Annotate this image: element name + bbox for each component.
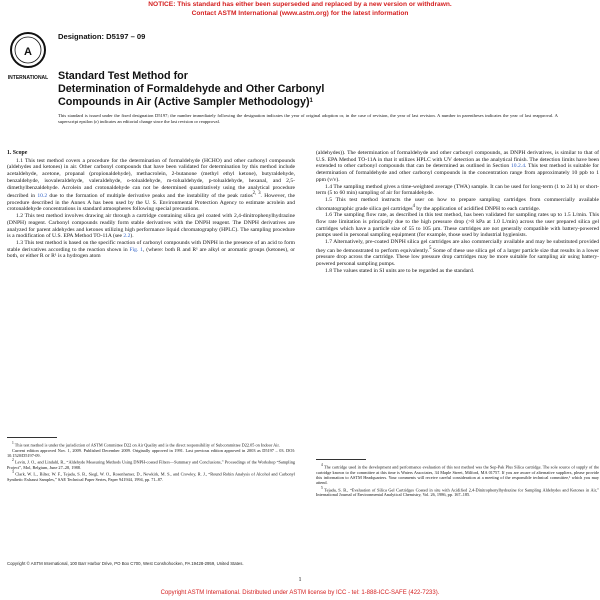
footnote-divider: [7, 437, 57, 438]
designation: Designation: D5197 – 09: [58, 32, 146, 41]
paragraph-1-1-mid: due to the formation of multiple derivative peaks and the instability of the peak ratios: [47, 193, 253, 200]
link-section-10-2[interactable]: 10.2: [37, 193, 48, 200]
right-column: [316, 150, 599, 274]
left-column: [7, 150, 295, 260]
paragraph-1-3-end: , (where: both R and R¹ are alkyl or aromatic groups (ketones), or both, or either R or R¹ is a hydrogen atom: [7, 246, 295, 260]
title-footnote-ref[interactable]: 1: [309, 97, 313, 104]
paragraph-1-4: 1.4 The sampling method gives a time-weighted average (TWA) sample. It can be used for long-term (1 to 24 h) or short-term (5 to 60 min) sampling of air for formaldehyde.: [316, 183, 599, 197]
link-section-10-2-4[interactable]: 10.2.4: [511, 163, 525, 170]
title-line-1: Standard Test Method for: [58, 70, 188, 82]
paragraph-1-6: 1.6 The sampling flow rate, as described in this test method, has been validated for sampling rates up to 1.5 L/min. This flow rate limitation is principally due to the high pressure drop (>8 kPa at 1.0 L/min) across the user prepared silica gel cartridges which have a particle size of 55 to 105 µm. These cartridges are not generally compatible with battery-powered pumps used in personal sampling equipment (for example, those used by industrial hygienists.: [316, 212, 599, 239]
footnote-ref-5[interactable]: 5: [429, 245, 432, 251]
paragraph-1-7-end: Some of these use silica gel of a larger particle size that results in a lower pressure drop across the cartridge. These low pressure drop cartridges may be more suitable for sampling air using battery-powered personal sampling pumps.: [316, 247, 600, 267]
footnotes-left: [7, 437, 295, 482]
footnote-2: [7, 458, 295, 470]
svg-text:A: A: [24, 46, 32, 58]
paragraph-1-5: [316, 197, 599, 212]
footnote-3-text: Clark, W. L., Bilter, W. F., Tejada, S. B., Siegl, W. O., Rosenhamer, D., Newkirk, M. S., and Crowley, R. J., “Round Robin Analysis of Alcohol and Carbonyl Synthetic Exhaust Samples,” SAE Technical Paper Series, Paper 941944, 1994, pp. 71–87.: [7, 471, 295, 483]
paragraph-1-3-cont-text: (aldehydes)). The determination of formaldehyde and other carbonyl compounds, as DNPH derivatives, is similar to that of U.S. EPA Method TO-11A in that it utilizes HPLC with UV detection as the analytical finish. The detection limits have been extended to other carbonyl compounds that can be determined as outlined in Section: [316, 150, 599, 170]
title-line-3-text: Compounds in Air (Active Sampler Methodology): [58, 95, 310, 108]
paragraph-1-7: [316, 239, 599, 268]
paragraph-1-5-end: by the application of acidified DNPH to each cartridge.: [414, 205, 541, 212]
paragraph-1-3-continued: [316, 150, 599, 184]
paragraph-1-7-text: 1.7 Alternatively, pre-coated DNPH silica gel cartridges are also commercially available and may be substituted provided they can be demonstrated to perform equivalently.: [316, 239, 599, 254]
footnote-1: [7, 441, 295, 448]
paragraph-1-2-text: 1.2 This test method involves drawing air through a cartridge containing silica gel coated with 2,4-dinitrophenylhydrazine (DNPH) reagent. Carbonyl compounds readily form stable derivatives with the DNPH reagent. The DNPH derivatives are analyzed for parent aldehydes and ketones utilizing high performance liquid chromatography (HPLC). The sampling procedure is a modification of U.S. EPA Method TO-11A (see: [7, 213, 295, 240]
paragraph-1-2-end: ).: [130, 233, 134, 240]
page-number: 1: [298, 577, 302, 583]
notice-line-2: Contact ASTM International (www.astm.org) for the latest information: [191, 10, 409, 17]
footnote-1-text: This test method is under the jurisdiction of ASTM Committee D22 on Air Quality and is the direct responsibility of Subcommittee D22.05 on Indoor Air.: [13, 442, 280, 448]
footnote-1-marker: 1: [12, 441, 14, 445]
license-line: Copyright ASTM International. Distributed under ASTM license by ICC - tel: 1-888-ICC-SAFE (422-7233).: [160, 590, 440, 596]
standard-note: This standard is issued under the fixed designation D5197; the number immediately following the designation indicates the year of original adoption or, in the case of revision, the year of last revision. A number in parentheses indicates the year of last reapproval. A superscript epsilon (ε) indicates an editorial change since the last revision or reapproval.: [58, 113, 558, 125]
document-title: [58, 70, 528, 108]
footnote-divider: [316, 459, 366, 460]
link-fig-1[interactable]: Fig. 1: [129, 246, 143, 253]
paragraph-1-2: [7, 213, 295, 240]
paragraph-1-3-cont-end: . This test method is suitable for determination of formaldehyde and other carbonyl compounds in the concentration range from approximately 10 ppb to 1 ppm (v/v).: [316, 163, 599, 183]
copyright-line: Copyright © ASTM International, 100 Barr Harbor Drive, PO Box C700, West Conshohocken, PA 19428-2959, United States.: [7, 561, 244, 566]
paragraph-1-3-text: 1.3 This test method is based on the specific reaction of carbonyl compounds with DNPH in the presence of an acid to form stable derivatives according to the reaction shown in: [7, 240, 295, 253]
footnote-4-marker: 4: [321, 463, 323, 467]
title-line-3: [58, 96, 528, 109]
link-section-2-2[interactable]: 2.2: [123, 233, 131, 240]
withdrawn-notice: [0, 0, 600, 18]
footnote-5-marker: 5: [321, 485, 323, 490]
paragraph-1-1-text: 1.1 This test method covers a procedure for the determination of formaldehyde (HCHO) and other carbonyl compounds (aldehydes and ketones) in air. Other carbonyl compounds that have been validated for determination by this method include acetaldehyde, acetone, propanal (propionaldehyde), methacrolein, 2-butanone (methyl ethyl ketone), butyraldehyde, benzaldehyde, isovaleraldehyde, valeraldehyde, o-tolualdehyde, m-tolualdehyde, p-tolualdehyde, hexanal, and 2,5-dimethylbenzaldehyde. Acrolein and crotonaldehyde can not be determined quantitatively using the analytical procedure described in: [7, 157, 295, 200]
paragraph-1-8: 1.8 The values stated in SI units are to be regarded as the standard.: [325, 267, 475, 274]
footnote-3: [7, 470, 295, 482]
title-line-2: Determination of Formaldehyde and Other Carbonyl: [58, 82, 325, 95]
footnote-5: [316, 486, 599, 498]
notice-line-1: NOTICE: This standard has either been superseded and replaced by a new version or withdrawn.: [148, 1, 452, 8]
svg-text:INTERNATIONAL: INTERNATIONAL: [7, 75, 49, 81]
section-heading-scope: 1. Scope: [7, 150, 28, 156]
paragraph-1-3: [7, 240, 295, 260]
paragraph-1-1-end: . However, the procedure described in the Annex A has been used by the U. S. Environmental Protection Agency to estimate acrolein and crotonaldehyde concentrations in standard atmospheres following special precautions.: [7, 193, 295, 213]
footnote-1-b: Current edition approved Nov. 1, 2009. Published December 2009. Originally approved in 1991. Last previous edition approved in 2003 as D5197 – 03. DOI: 10.1520/D5197-09.: [7, 447, 295, 459]
footnote-ref-2-3[interactable]: 2, 3: [252, 191, 261, 197]
footnote-5-text: Tejada, S. B., “Evaluation of Silica Gel Cartridges Coated in situ with Acidified 2,4-Dinitrophenylhydrazine for Sampling Aldehydes and Ketones in Air,” International Journal of Environmental Analytical Chemistry, Vol. 26, 1986, pp. 167–185.: [316, 487, 599, 498]
footnotes-right: [316, 459, 599, 498]
footnote-2-marker: 2: [12, 458, 14, 463]
footnote-ref-4[interactable]: 4: [412, 203, 415, 209]
astm-logo: [7, 31, 49, 85]
footnote-2-text: Levin, J. O., and Lindahl, R., “Aldehyde Measuring Methods Using DNPH-coated Filters—Summary and Conclusions,” Proceedings of the Workshop “Sampling Project”, Mol, Belgium, June 27–28, 1988.: [7, 459, 295, 471]
paragraph-1-1: [7, 158, 295, 213]
footnote-3-marker: 3: [12, 470, 14, 475]
footnote-4: [316, 463, 599, 486]
footnote-4-text: The cartridge used in the development and performance evaluation of this test method was the Sep-Pak Plus Silica cartridge. The sole source of supply of the cartridge known to the committee at this time is Waters Associates, 34 Maple Street, Milford, MA 01757. If you are aware of alternative suppliers, please provide this information to ASTM Headquarters. Your comments will receive careful consideration at a meeting of the responsible technical committee,¹ which you may attend.: [316, 464, 599, 486]
paragraph-1-5-text: 1.5 This test method instructs the user on how to prepare sampling cartridges from commercially available chromatographic grade silica gel cartridges: [316, 196, 599, 212]
